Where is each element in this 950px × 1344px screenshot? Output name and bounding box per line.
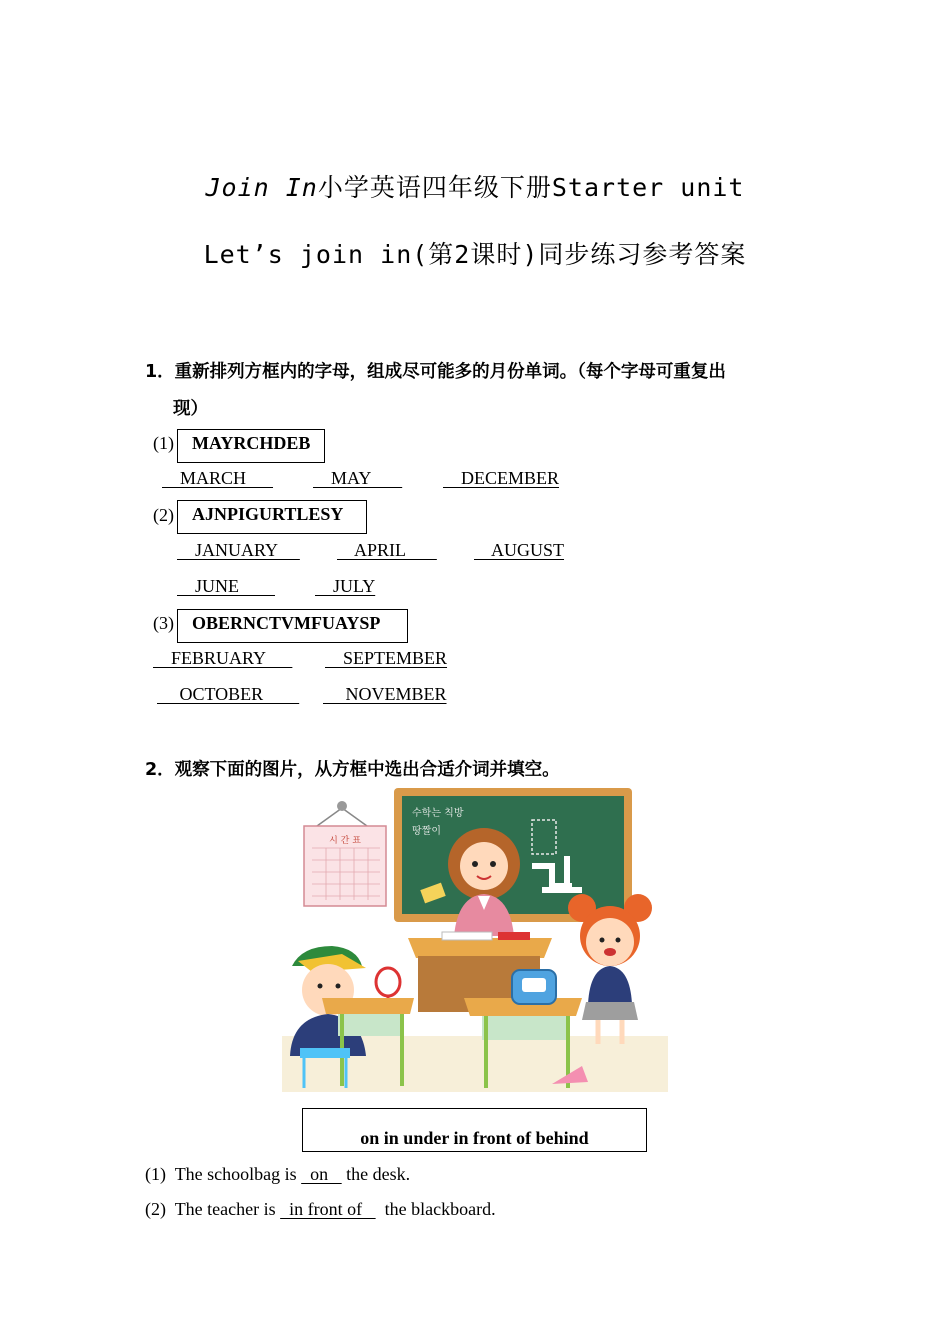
q1-item2-number: (2) [153,505,174,525]
q2-sentence-1 [145,1164,410,1185]
q2-sentence-2 [145,1199,496,1220]
q1-item3-answer-2: SEPTEMBER [325,648,448,668]
q2-sentence-1-number: (1) [145,1164,166,1184]
q1-item2-answer-5: JULY [315,576,376,596]
doc-title-line2: Let’s join in(第2课时)同步练习参考答案 [203,240,747,269]
q1-item1-answer-3: DECEMBER [443,468,560,488]
classroom-illustration [282,786,668,1092]
q1-item2-letter-box: AJNPIGURTLESY [177,500,367,534]
q2-sentence-2-number: (2) [145,1199,166,1219]
girl [568,894,652,1044]
q1-item3-answer-1: FEBRUARY [153,648,293,668]
prepositions-word-box: on in under in front of behind [302,1108,647,1152]
q1-item2-answer-1: JANUARY [177,540,300,560]
q2-sentence-1-after: the desk. [341,1164,411,1184]
q1-item3-letter-box: OBERNCTVMFUAYSP [177,609,408,643]
q2-heading: 2．观察下面的图片，从方框中选出合适介词并填空。 [145,760,560,780]
title-italic: Join In [205,173,318,202]
board-text-2: 땅짤이 [412,826,441,837]
q1-item2-answer-2: APRIL [337,540,437,560]
q1-item2-answer-3: AUGUST [474,540,565,560]
q2-sentence-2-answer: in front of [280,1199,376,1219]
q1-item1-answer-1: MARCH [162,468,274,488]
q1-item3-number: (3) [153,613,174,633]
q2-sentence-2-before: The teacher is [174,1199,281,1219]
calendar-title: 시 간 표 [329,836,361,846]
schoolbag [512,970,556,1004]
q1-item3-answer-3: OCTOBER [157,684,300,704]
doc-title-line1 [0,168,950,204]
q2-sentence-2-after: the blackboard. [375,1199,496,1219]
board-text-1: 수학는 칙방 [412,808,464,819]
q2-sentence-1-before: The schoolbag is [174,1164,302,1184]
q1-item3-answer-4: NOVEMBER [323,684,447,704]
calendar-chart [304,801,386,906]
q1-item2-answer-4: JUNE [177,576,275,596]
q1-item1-number: (1) [153,433,174,453]
q2-sentence-1-answer: on [301,1164,342,1184]
title-rest: 小学英语四年级下册Starter unit [317,173,745,202]
q1-heading-cont: 现） [173,399,208,419]
q1-item1-answer-2: MAY [313,468,403,488]
q1-item1-letter-box: MAYRCHDEB [177,429,325,463]
q1-heading: 1．重新排列方框内的字母，组成尽可能多的月份单词。（每个字母可重复出 [145,362,726,382]
